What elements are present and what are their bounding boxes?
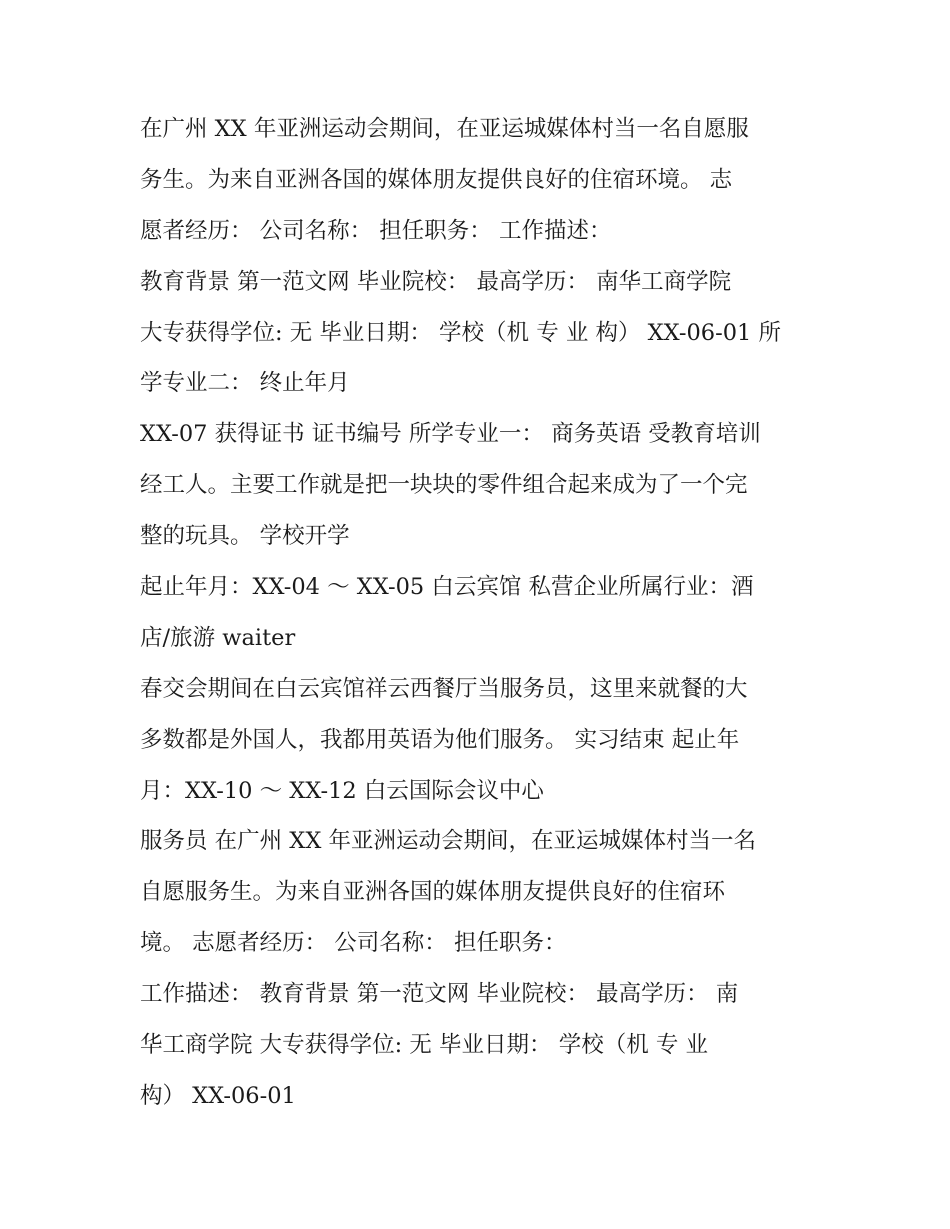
- text-line: 自愿服务生。为来自亚洲各国的媒体朋友提供良好的住宿环: [140, 879, 726, 906]
- text-line: 整的玩具。 学校开学: [140, 523, 350, 550]
- text-line: 春交会期间在白云宾馆祥云西餐厅当服务员，这里来就餐的大: [140, 675, 748, 702]
- text-line: 多数都是外国人，我都用英语为他们服务。 实习结束 起止年: [140, 726, 740, 753]
- text-line: 经工人。主要工作就是把一块块的零件组合起来成为了一个完: [140, 472, 748, 499]
- text-line: 境。 志愿者经历： 公司名称： 担任职务：: [140, 930, 567, 957]
- text-line: 月：XX-10 ～ XX-12 白云国际会议中心: [140, 777, 544, 804]
- document-body: [140, 108, 820, 1126]
- text-line: XX-07 获得证书 证书编号 所学专业一： 商务英语 受教育培训: [140, 421, 761, 448]
- text-line: 服务员 在广州 XX 年亚洲运动会期间，在亚运城媒体村当一名: [140, 828, 756, 855]
- text-line: 愿者经历： 公司名称： 担任职务： 工作描述：: [140, 217, 612, 244]
- text-line: 起止年月：XX-04 ～ XX-05 白云宾馆 私营企业所属行业：酒: [140, 574, 754, 601]
- text-line: 教育背景 第一范文网 毕业院校： 最高学历： 南华工商学院: [140, 268, 732, 295]
- text-line: 学专业二： 终止年月: [140, 370, 350, 397]
- text-line: 工作描述： 教育背景 第一范文网 毕业院校： 最高学历： 南: [140, 981, 739, 1008]
- text-line: 构） XX-06-01: [140, 1082, 296, 1109]
- text-line: 大专获得学位: 无 毕业日期： 学校（机 专 业 构） XX-06-01 所: [140, 319, 781, 346]
- text-line: 务生。为来自亚洲各国的媒体朋友提供良好的住宿环境。 志: [140, 166, 733, 193]
- text-line: 在广州 XX 年亚洲运动会期间，在亚运城媒体村当一名自愿服: [140, 116, 749, 142]
- text-line: 店/旅游 waiter: [140, 624, 296, 651]
- text-line: 华工商学院 大专获得学位: 无 毕业日期： 学校（机 专 业: [140, 1032, 708, 1059]
